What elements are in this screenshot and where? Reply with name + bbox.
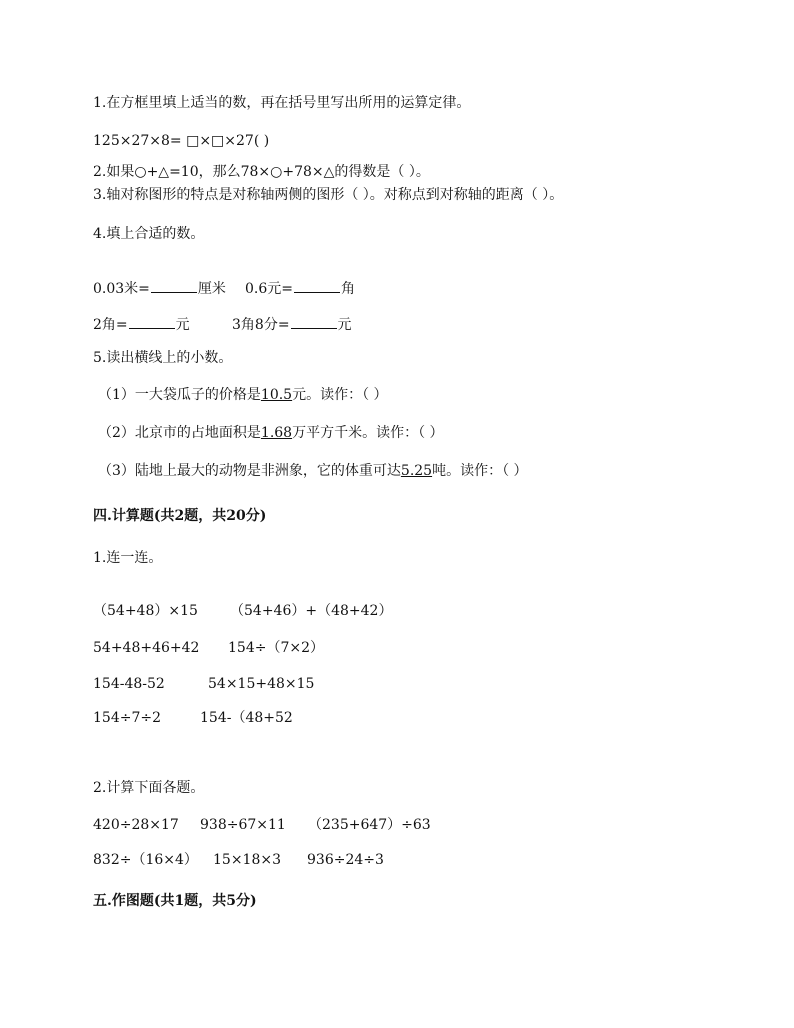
q4-row1-item2: 0.6元= 角: [245, 278, 355, 298]
answer-blank[interactable]: [291, 314, 337, 329]
match-left-4[interactable]: 154÷7÷2: [93, 710, 161, 726]
q4-row2-item1: 2角= 元: [93, 314, 190, 334]
match-right-3[interactable]: 54×15+48×15: [208, 676, 315, 692]
calc-2-1: 832÷（16×4）: [93, 852, 198, 868]
answer-blank[interactable]: [151, 278, 197, 293]
calc-2-3: 936÷24÷3: [307, 852, 384, 868]
match-right-4[interactable]: 154-（48+52: [200, 710, 293, 726]
calc-1-1: 420÷28×17: [93, 817, 179, 833]
match-right-1[interactable]: （54+46）+（48+42）: [230, 603, 393, 619]
calc-1-2: 938÷67×11: [200, 817, 286, 833]
q5-text: 5.读出横线上的小数。: [93, 350, 233, 366]
q5-item-3: （3）陆地上最大的动物是非洲象，它的体重可达5.25吨。读作：（ ）: [98, 463, 528, 479]
section5-title: 五.作图题(共1题，共5分): [93, 893, 257, 909]
answer-blank[interactable]: [294, 278, 340, 293]
section4-title: 四.计算题(共2题，共20分): [93, 508, 267, 524]
s4-q2-text: 2.计算下面各题。: [93, 780, 205, 796]
q4-row1-item1: 0.03米= 厘米: [93, 278, 226, 298]
q3-text: 3.轴对称图形的特点是对称轴两侧的图形（ ）。对称点到对称轴的距离（ ）。: [93, 187, 564, 203]
q5-item-1: （1）一大袋瓜子的价格是10.5元。读作：（ ）: [98, 387, 388, 403]
q1-text: 1.在方框里填上适当的数，再在括号里写出所用的运算定律。: [93, 95, 471, 111]
match-left-2[interactable]: 54+48+46+42: [93, 640, 200, 656]
q4-text: 4.填上合适的数。: [93, 226, 205, 242]
s4-q1-text: 1.连一连。: [93, 550, 163, 566]
match-right-2[interactable]: 154÷（7×2）: [228, 640, 324, 656]
q1-formula: 125×27×8= □×□×27( ): [93, 133, 270, 149]
q4-row2-item2: 3角8分= 元: [232, 314, 352, 334]
calc-1-3: （235+647）÷63: [308, 817, 431, 833]
q5-item-2: （2）北京市的占地面积是1.68万平方千米。读作：（ ）: [98, 425, 444, 441]
calc-2-2: 15×18×3: [213, 852, 281, 868]
match-left-3[interactable]: 154-48-52: [93, 676, 165, 692]
answer-blank[interactable]: [129, 314, 175, 329]
match-left-1[interactable]: （54+48）×15: [93, 603, 198, 619]
q2-text: 2.如果○+△=10，那么78×○+78×△的得数是（ ）。: [93, 164, 430, 180]
